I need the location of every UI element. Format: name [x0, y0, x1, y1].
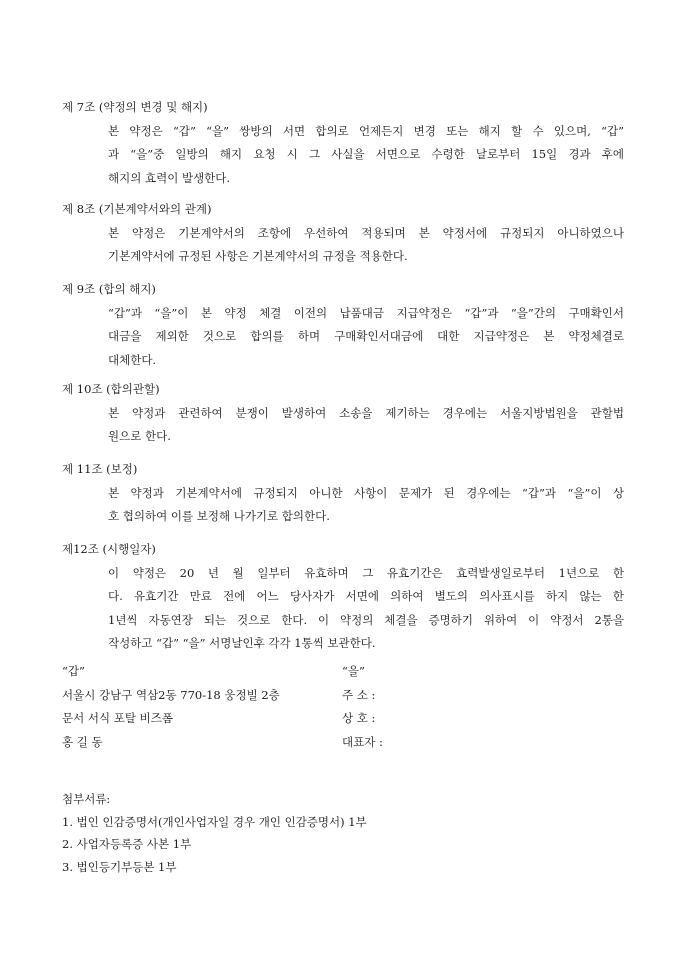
article-7-title: 제 7조 (약정의 변경 및 해지)	[62, 100, 208, 114]
party-b-label: “을”	[342, 664, 365, 678]
article-11-body	[62, 482, 624, 529]
article-11-title: 제 11조 (보정)	[62, 462, 138, 476]
party-a-label: “갑”	[62, 664, 85, 678]
article-9-body	[62, 302, 624, 373]
party-b-rep-label: 대표자 :	[342, 734, 383, 749]
article-7-line-3: 해지의 효력이 발생한다.	[108, 170, 231, 185]
attachment-item-1: 1. 법인 인감증명서(개인사업자일 경우 개인 인감증명서) 1부	[62, 814, 367, 829]
attachments-title: 첨부서류:	[62, 792, 111, 806]
article-7-line-1: 본 약정은 “갑” “을” 쌍방의 서면 합의로 언제든지 변경 또는 해지 할 수 있으며, “갑”	[108, 123, 624, 138]
party-b-column	[342, 660, 383, 754]
party-b-address-label: 주 소 :	[342, 687, 376, 702]
article-10-body	[62, 402, 624, 449]
party-a-company: 문서 서식 포탈 비즈폼	[62, 711, 173, 725]
attachments-section	[62, 788, 622, 878]
article-11	[62, 458, 624, 529]
article-9-line-2: 대금을 제외한 것으로 합의를 하며 구매확인서대금에 대한 지급약정은 본 약정체결로	[108, 329, 624, 343]
article-7-body	[62, 120, 624, 191]
article-9-line-3: 대체한다.	[108, 352, 157, 367]
article-10	[62, 378, 624, 449]
article-11-line-1: 본 약정과 기본계약서에 규정되지 아니한 사항이 문제가 된 경우에는 “갑”과 “을”이 상	[108, 485, 624, 500]
article-10-line-1: 본 약정과 관련하여 분쟁이 발생하여 소송을 제기하는 경우에는 서울지방법원을 관할법	[108, 405, 624, 420]
article-12	[62, 538, 624, 656]
party-b-company-label: 상 호 :	[342, 711, 376, 725]
article-7-line-2: 과 “을”중 일방의 해지 요청 시 그 사실을 서면으로 수령한 날로부터 15일 경과 후에	[108, 147, 624, 161]
article-12-line-2: 다. 유효기간 만료 전에 어느 당사자가 서면에 의하여 별도의 의사표시를 하지 않는 한	[108, 589, 624, 603]
article-8	[62, 198, 624, 269]
article-12-title: 제12조 (시행일자)	[62, 542, 156, 556]
party-a-address: 서울시 강남구 역삼2동 770-18 웅정빌 2층	[62, 687, 280, 702]
article-12-line-3: 1년씩 자동연장 되는 것으로 한다. 이 약정의 체결을 증명하기 위하여 이 약정서 2통을	[108, 612, 624, 627]
attachment-item-2: 2. 사업자등록증 사본 1부	[62, 837, 192, 851]
article-12-line-1: 이 약정은 20 년 월 일부터 유효하며 그 유효기간은 효력발생일로부터 1년으로 한	[108, 565, 624, 580]
article-11-line-2: 호 협의하여 이를 보정해 나가기로 합의한다.	[108, 509, 330, 523]
article-8-body	[62, 222, 624, 269]
article-10-title: 제 10조 (합의관할)	[62, 382, 160, 396]
article-8-line-1: 본 약정은 기본계약서의 조항에 우선하여 적용되며 본 약정서에 규정되지 아니하였으나	[108, 225, 624, 240]
article-8-title: 제 8조 (기본계약서와의 관계)	[62, 202, 212, 216]
party-a-name: 홍 길 동	[62, 734, 103, 749]
article-7	[62, 96, 624, 190]
party-a-column	[62, 660, 280, 754]
article-9-title: 제 9조 (합의 해지)	[62, 282, 156, 296]
article-8-line-2: 기본계약서에 규정된 사항은 기본계약서의 규정을 적용한다.	[108, 249, 408, 263]
article-12-line-4: 작성하고 “갑” “을” 서명날인후 각각 1통씩 보관한다.	[108, 636, 376, 650]
article-12-body	[62, 562, 624, 656]
article-9	[62, 278, 624, 372]
attachment-item-3: 3. 법인등기부등본 1부	[62, 859, 177, 874]
article-10-line-2: 원으로 한다.	[108, 429, 171, 443]
article-9-line-1: “갑”과 “을”이 본 약정 체결 이전의 납품대금 지급약정은 “갑”과 “을”간의 구매확인서	[108, 305, 624, 320]
